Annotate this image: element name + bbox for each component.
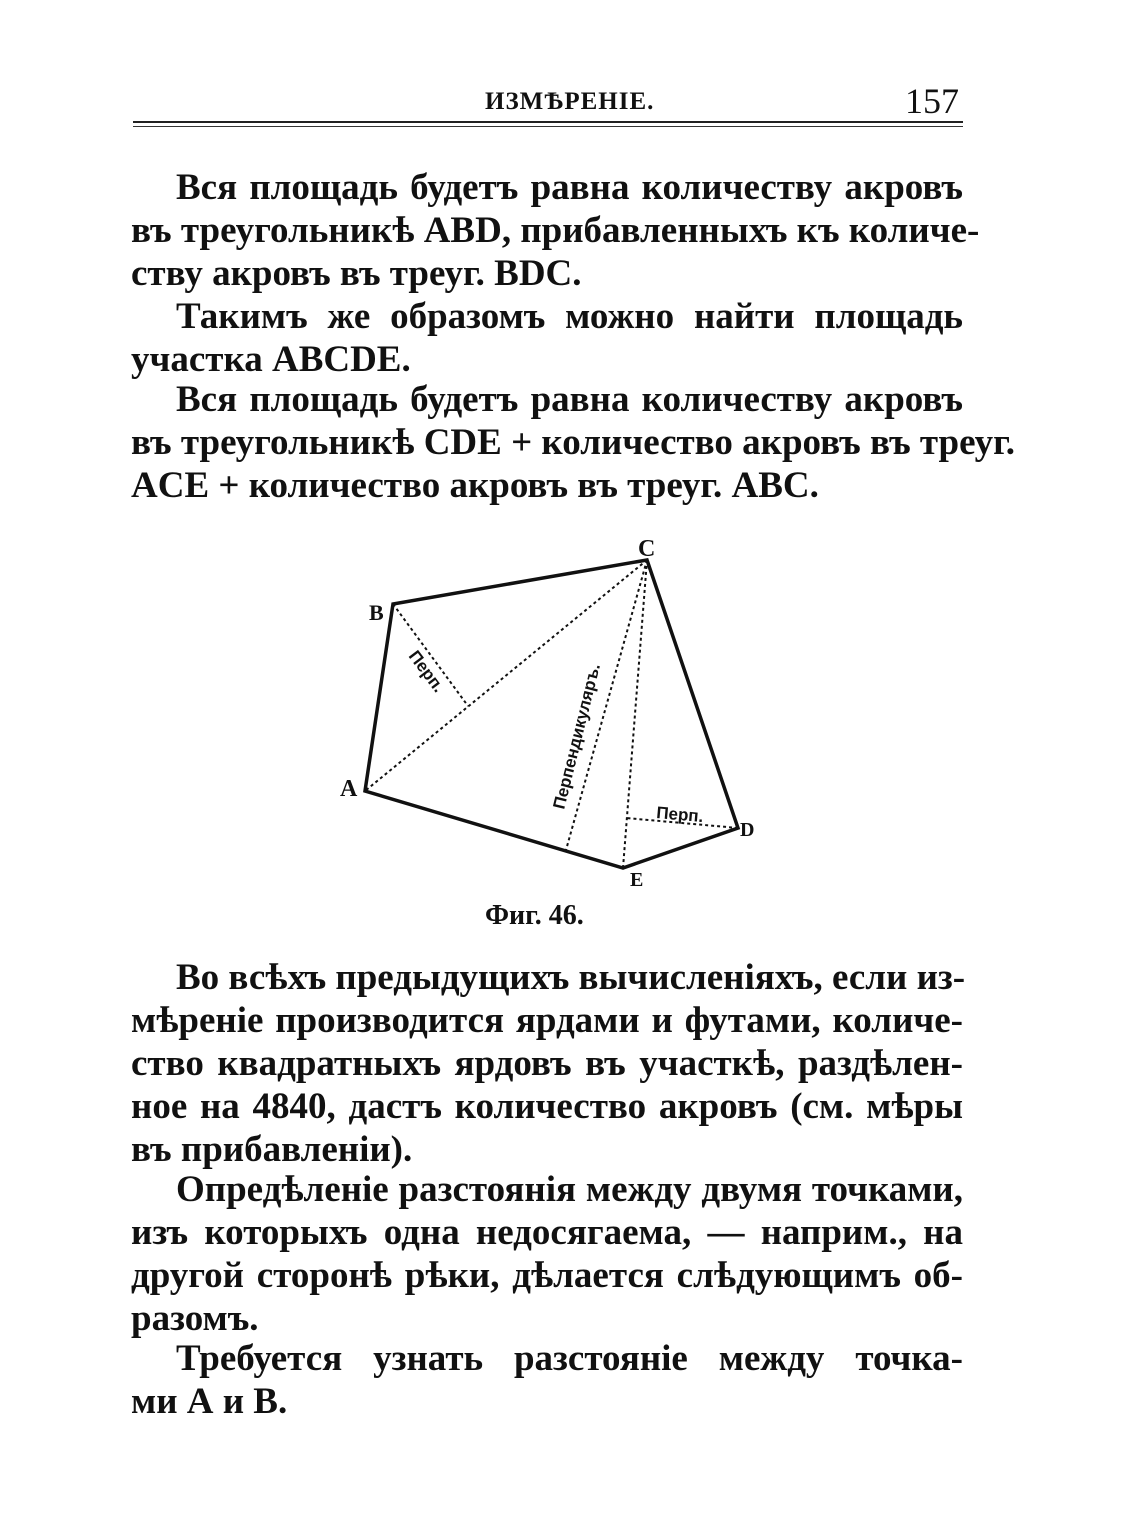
text-line: ми А и В. xyxy=(131,1381,288,1422)
text-line: ACE + количество акровъ въ треуг. ABC. xyxy=(131,465,819,506)
text-line: Опредѣленіе разстоянія между двумя точками, xyxy=(176,1169,963,1210)
page-number: 157 xyxy=(905,81,959,121)
text-line: изъ которыхъ одна недосягаема, — наприм., на xyxy=(131,1212,963,1253)
vertex-label-c: C xyxy=(638,536,656,562)
text-line: Вся площадь будетъ равна количеству акровъ xyxy=(176,167,963,208)
diagonal-ca xyxy=(365,560,647,791)
text-line: разомъ. xyxy=(131,1298,259,1339)
diagonal-ce xyxy=(623,560,647,868)
text-line: Такимъ же образомъ можно найти площадь xyxy=(176,296,963,337)
text-line: участка ABCDE. xyxy=(131,339,411,380)
header-rule xyxy=(133,121,963,123)
running-head: ИЗМѢРЕНІЕ. xyxy=(485,88,655,115)
text-line: Во всѣхъ предыдущихъ вычисленіяхъ, если из- xyxy=(176,957,966,998)
figure-46-diagram xyxy=(320,528,820,898)
text-line: въ прибавленіи). xyxy=(131,1129,413,1170)
perp-label-d: Перп. xyxy=(655,803,705,827)
text-line: другой сторонѣ рѣки, дѣлается слѣдующимъ об- xyxy=(131,1255,963,1296)
text-line: Вся площадь будетъ равна количеству акровъ xyxy=(176,379,963,420)
perpendicular-label-c: Перпендикуляръ. xyxy=(549,661,604,811)
text-line: мѣреніе производится ярдами и футами, количе- xyxy=(131,1000,963,1041)
vertex-label-e: E xyxy=(630,869,644,891)
text-line: въ треугольникѣ CDE + количество акровъ въ треуг. xyxy=(131,422,1015,463)
vertex-label-b: B xyxy=(369,600,384,625)
text-line: ное на 4840, дастъ количество акровъ (см. мѣры xyxy=(131,1086,963,1127)
text-line: въ треугольникѣ ABD, прибавленныхъ къ количе- xyxy=(131,210,980,251)
vertex-label-a: A xyxy=(340,776,358,802)
header-rule-thin xyxy=(133,126,963,127)
text-line: ству акровъ въ треуг. BDC. xyxy=(131,253,582,294)
figure-caption: Фиг. 46. xyxy=(485,900,584,931)
text-line: Требуется узнать разстояніе между точка- xyxy=(176,1338,963,1379)
perp-label-b: Перп. xyxy=(404,646,449,696)
vertex-label-d: D xyxy=(740,819,755,841)
text-line: ство квадратныхъ ярдовъ въ участкѣ, раздѣлен- xyxy=(131,1043,963,1084)
